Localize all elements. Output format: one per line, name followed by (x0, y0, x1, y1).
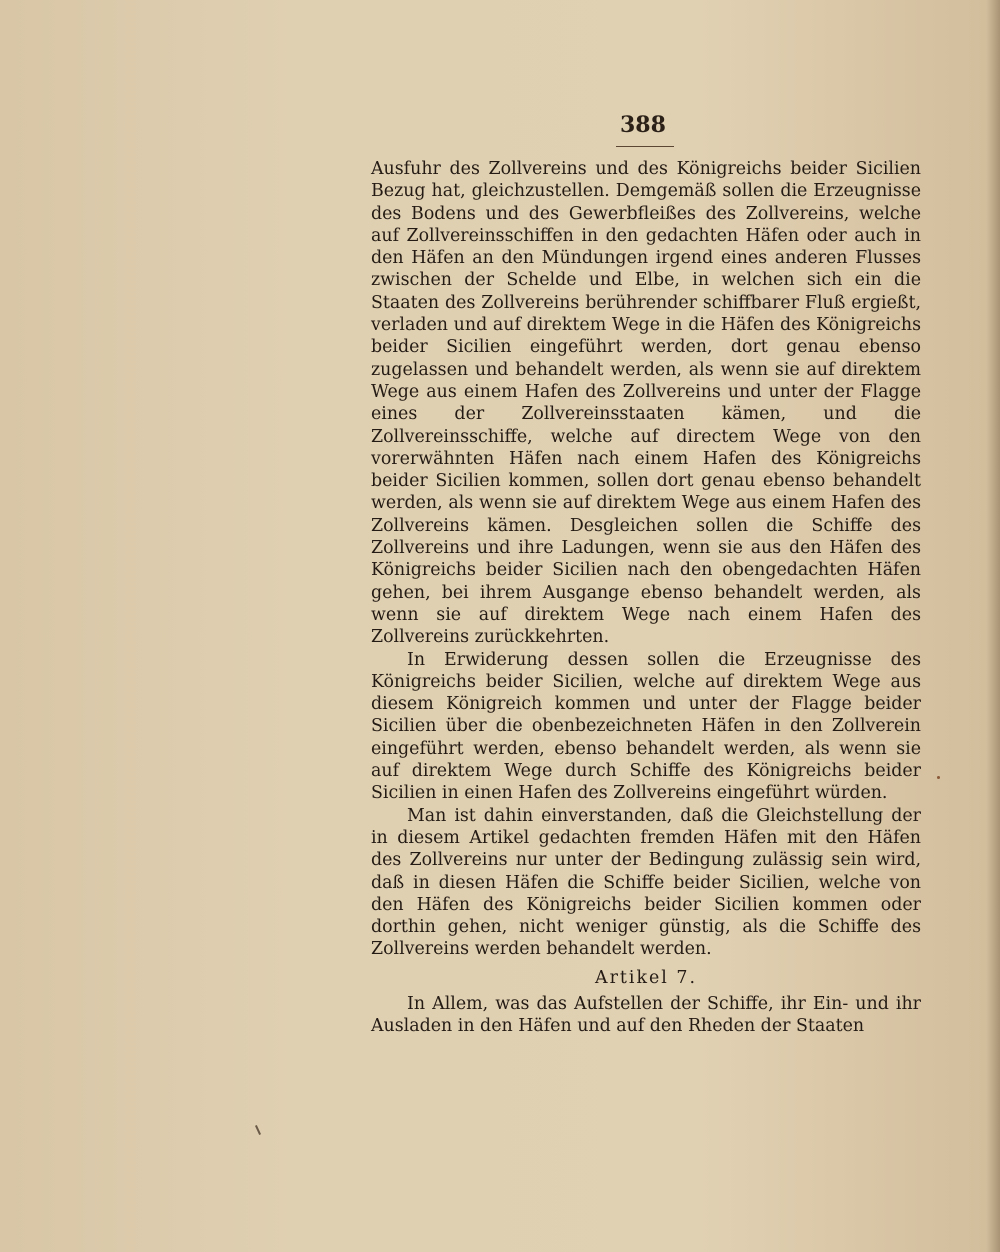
paragraph-4: In Allem, was das Aufstellen der Schiffe, ihr Ein- und ihr Ausladen in den Häfen und auf den Rheden der Staaten (371, 993, 921, 1037)
page-number: 388 (620, 112, 666, 138)
ink-spot (937, 776, 940, 779)
body-text (371, 158, 921, 1038)
article-heading: Artikel 7. (595, 967, 697, 988)
paragraph-2: In Erwiderung dessen sollen die Erzeugnisse des Königreichs beider Sicilien, welche auf direktem Wege aus diesem Königreich kommen und unter der Flagge beider Sicilien über die obenbezeichneten Häfen in den Zollverein eingeführt werden, ebenso behandelt werden, als wenn sie auf direktem Wege durch Schiffe des Königreichs beider Sicilien in einen Hafen des Zollvereins eingeführt würden. (371, 649, 921, 804)
page-spine-shadow (986, 0, 1000, 1252)
paragraph-1: Ausfuhr des Zollvereins und des Königreichs beider Sicilien Bezug hat, gleichzustellen. Demgemäß sollen die Erzeugnisse des Bodens und des Gewerbfleißes des Zollvereins, welche auf Zollvereinsschiffen in den gedachten Häfen oder auch in den Häfen an den Mündungen irgend eines anderen Flusses zwischen der Schelde und Elbe, in welchen sich ein die Staaten des Zollvereins berührender schiffbarer Fluß ergießt, verladen und auf direktem Wege in die Häfen des Königreichs beider Sicilien eingeführt werden, dort genau ebenso zugelassen und behandelt werden, als wenn sie auf direktem Wege aus einem Hafen des Zollvereins und unter der Flagge eines der Zollvereinsstaaten kämen, und die Zollvereinsschiffe, welche auf directem Wege von den vorerwähnten Häfen nach einem Hafen des Königreichs beider Sicilien kommen, sollen dort genau ebenso behandelt werden, als wenn sie auf direktem Wege aus einem Hafen des Zollvereins kämen. Desgleichen sollen die Schiffe des Zollvereins und ihre Ladungen, wenn sie aus den Häfen des Königreichs beider Sicilien nach den obengedachten Häfen gehen, bei ihrem Ausgange ebenso behandelt werden, als wenn sie auf direktem Wege nach einem Hafen des Zollvereins zurückkehrten. (371, 159, 921, 648)
ink-mark (255, 1125, 261, 1135)
page-number-rule (616, 146, 674, 147)
paragraph-3: Man ist dahin einverstanden, daß die Gleichstellung der in diesem Artikel gedachten fremden Häfen mit den Häfen des Zollvereins nur unter der Bedingung zulässig sein wird, daß in diesen Häfen die Schiffe beider Sicilien, welche von den Häfen des Königreichs beider Sicilien kommen oder dorthin gehen, nicht weniger günstig, als die Schiffe des Zollvereins werden behandelt werden. (371, 805, 921, 960)
